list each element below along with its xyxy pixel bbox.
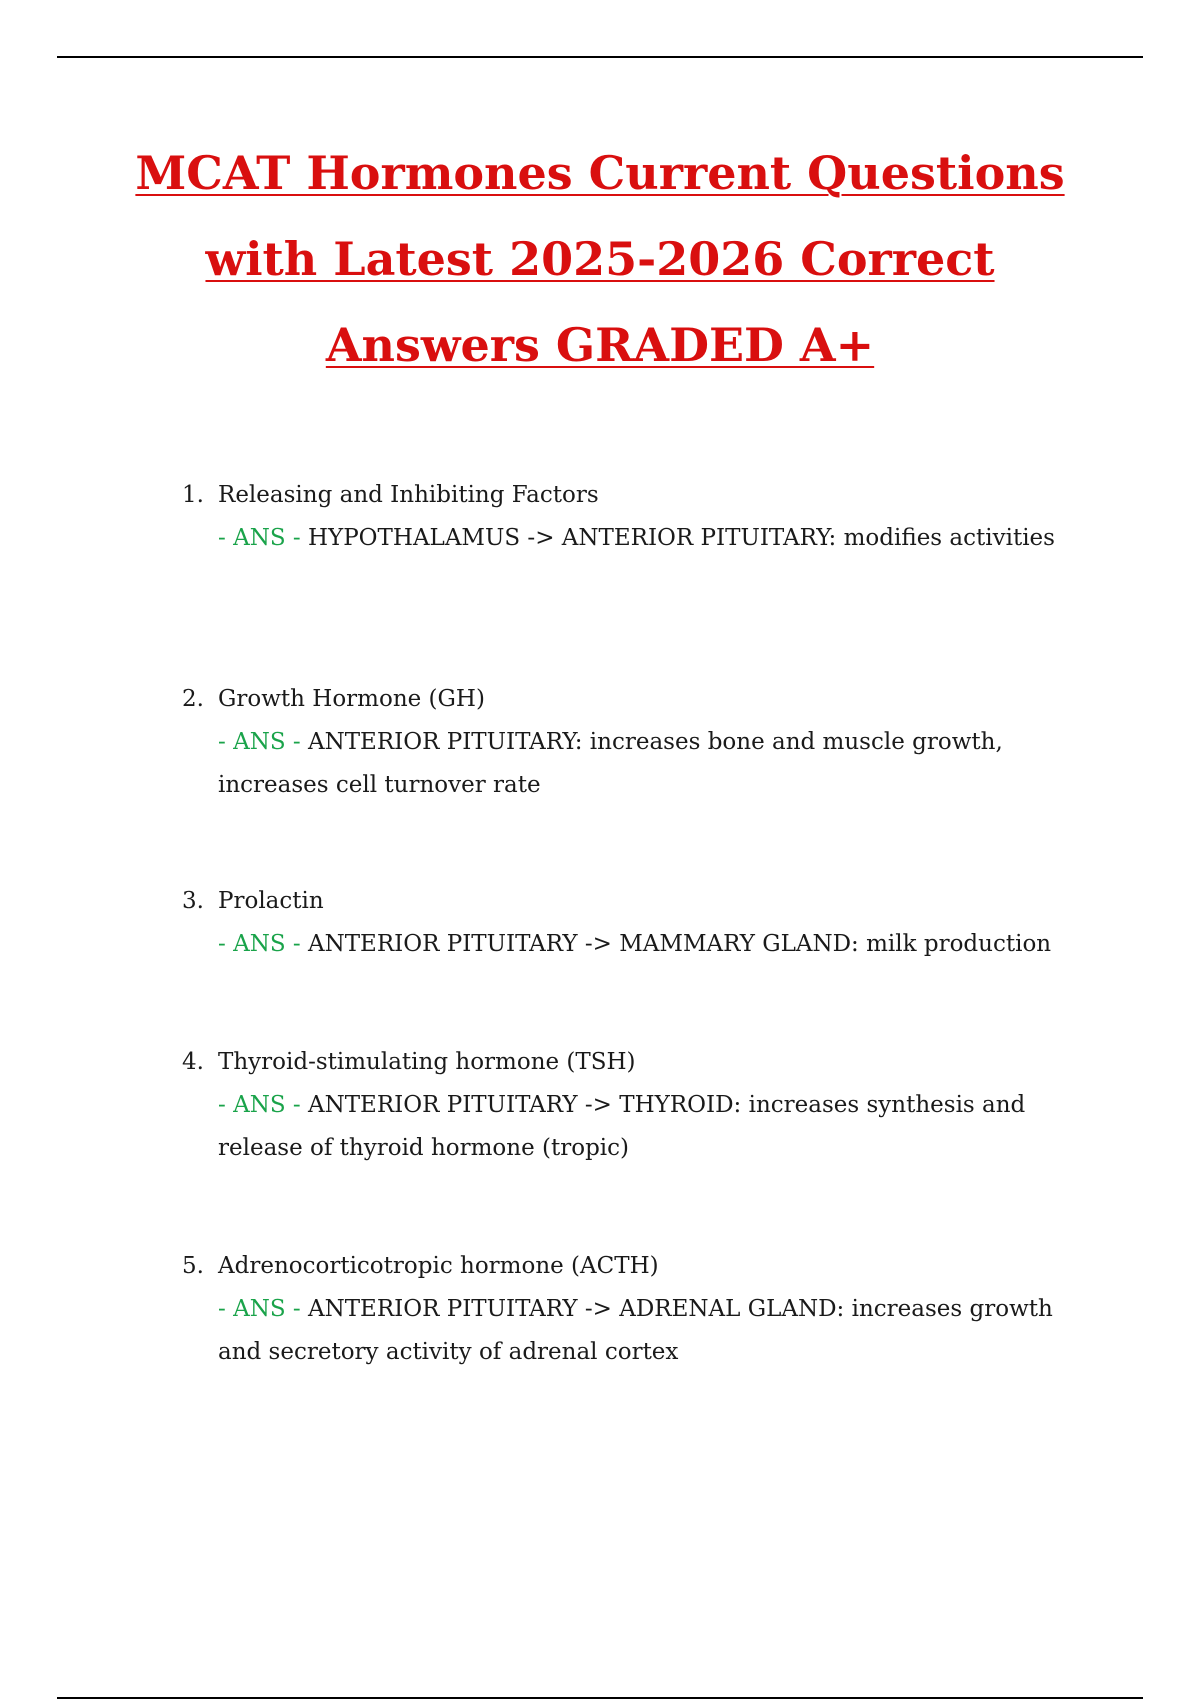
question-body (218, 1041, 1068, 1170)
question-number: 5. (182, 1253, 204, 1279)
answer-text (218, 1084, 1068, 1170)
question-text: Prolactin (218, 888, 324, 914)
title-line-text: Answers GRADED A+ (325, 318, 875, 372)
question-body (218, 678, 1068, 807)
header-rule (57, 56, 1143, 58)
title-line (100, 302, 1100, 388)
question-body (218, 474, 1068, 560)
question-text: Thyroid-stimulating hormone (TSH) (218, 1049, 636, 1075)
document-title (100, 130, 1100, 388)
title-line-text: with Latest 2025-2026 Correct (205, 232, 995, 286)
title-line (100, 130, 1100, 216)
answer-text (218, 1288, 1068, 1374)
answer-content: ANTERIOR PITUITARY: increases bone and muscle growth, increases cell turnover rate (218, 729, 1003, 798)
question-number: 4. (182, 1049, 204, 1075)
question-text: Adrenocorticotropic hormone (ACTH) (218, 1253, 659, 1279)
question-body (218, 1245, 1068, 1374)
question-text: Growth Hormone (GH) (218, 686, 485, 712)
answer-text (218, 721, 1068, 807)
question-number: 1. (182, 482, 204, 508)
answer-tag: - ANS - (218, 525, 301, 551)
title-line (100, 216, 1100, 302)
answer-content: HYPOTHALAMUS -> ANTERIOR PITUITARY: modifies activities (307, 525, 1055, 551)
answer-tag: - ANS - (218, 1296, 301, 1322)
question-text: Releasing and Inhibiting Factors (218, 482, 599, 508)
answer-text (218, 517, 1068, 560)
answer-content: ANTERIOR PITUITARY -> ADRENAL GLAND: increases growth and secretory activity of adrenal cortex (218, 1296, 1053, 1365)
answer-tag: - ANS - (218, 931, 301, 957)
footer-rule (57, 1697, 1143, 1699)
question-number: 2. (182, 686, 204, 712)
question-number: 3. (182, 888, 204, 914)
title-line-text: MCAT Hormones Current Questions (135, 146, 1065, 200)
answer-content: ANTERIOR PITUITARY -> MAMMARY GLAND: milk production (307, 931, 1052, 957)
answer-tag: - ANS - (218, 729, 301, 755)
answer-content: ANTERIOR PITUITARY -> THYROID: increases synthesis and release of thyroid hormone (tropic) (218, 1092, 1026, 1161)
answer-text (218, 923, 1068, 966)
question-body (218, 880, 1068, 966)
answer-tag: - ANS - (218, 1092, 301, 1118)
